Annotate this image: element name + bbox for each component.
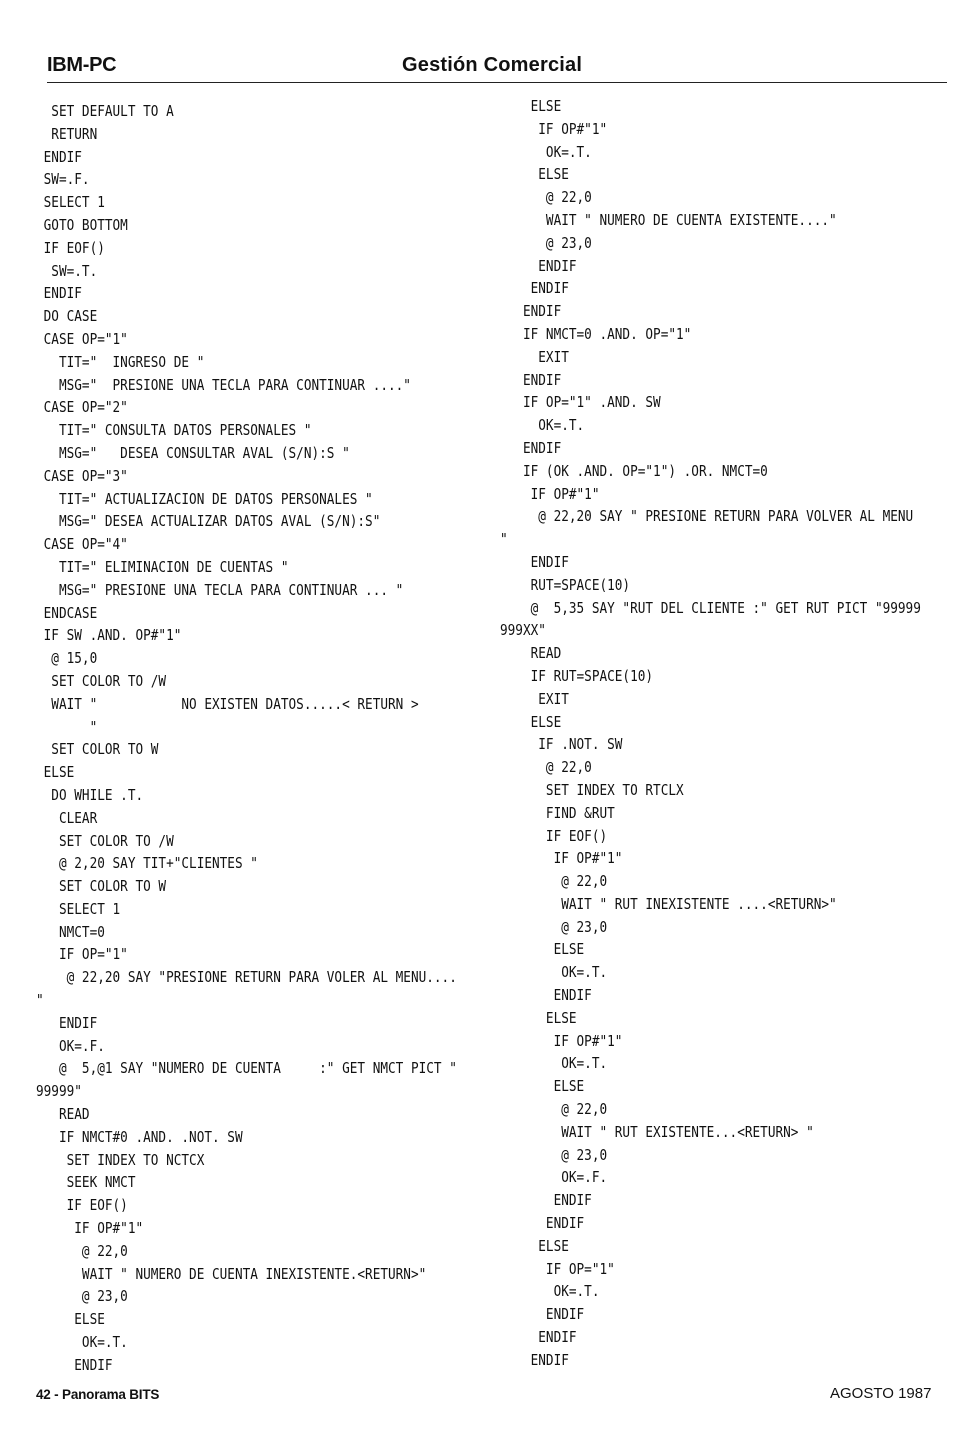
code-line: IF .NOT. SW <box>500 735 623 754</box>
code-line: ENDIF <box>500 1328 577 1347</box>
code-line: SELECT 1 <box>36 899 121 918</box>
code-line: CLEAR <box>36 808 98 827</box>
code-line: GOTO BOTTOM <box>36 215 128 234</box>
code-line: SW=.F. <box>36 170 90 189</box>
code-line: ENDIF <box>36 284 82 303</box>
code-line: ENDIF <box>500 552 569 571</box>
code-line: IF OP="1" <box>36 945 128 964</box>
code-listing-left-column <box>36 100 457 1377</box>
code-line: " <box>36 717 98 736</box>
code-line: ENDIF <box>500 438 562 457</box>
code-line: @ 23,0 <box>500 917 608 936</box>
code-line: EXIT <box>500 347 569 366</box>
code-line: @ 22,0 <box>36 1241 128 1260</box>
code-line: IF OP#"1" <box>500 484 600 503</box>
code-line: RUT=SPACE(10) <box>500 575 631 594</box>
code-line: ENDIF <box>500 279 569 298</box>
code-line: ELSE <box>36 763 75 782</box>
code-line: ELSE <box>500 97 562 115</box>
code-line: ENDIF <box>500 1191 592 1210</box>
page-header <box>47 52 947 83</box>
code-line: ENDIF <box>500 302 562 321</box>
code-line: @ 22,20 SAY "PRESIONE RETURN PARA VOLER AL MENU.... <box>36 968 457 987</box>
code-line: IF OP#"1" <box>500 849 623 868</box>
code-line: ENDIF <box>500 1214 585 1233</box>
code-line: @ 23,0 <box>500 1145 608 1164</box>
code-line: OK=.T. <box>500 1282 600 1301</box>
code-line: SET COLOR TO /W <box>36 671 167 690</box>
code-line: WAIT " NUMERO DE CUENTA INEXISTENTE.<RETURN>" <box>36 1264 427 1283</box>
code-line: @ 22,0 <box>500 758 592 777</box>
header-section-title: Gestión Comercial <box>402 54 583 76</box>
code-line: ENDIF <box>500 1305 585 1324</box>
header-platform-label: IBM-PC <box>47 54 117 76</box>
code-line: WAIT " RUT EXISTENTE...<RETURN> " <box>500 1122 814 1141</box>
code-line: RETURN <box>36 124 98 143</box>
code-line: IF RUT=SPACE(10) <box>500 666 654 685</box>
code-line: ENDIF <box>36 1013 98 1032</box>
code-line: EXIT <box>500 689 569 708</box>
code-line: SW=.T. <box>36 261 98 280</box>
code-line: IF OP="1" <box>500 1259 615 1278</box>
code-line: @ 2,20 SAY TIT+"CLIENTES " <box>36 854 258 873</box>
code-line: DO CASE <box>36 307 98 326</box>
code-line: MSG=" DESEA CONSULTAR AVAL (S/N):S " <box>36 443 350 462</box>
code-line: OK=.T. <box>500 963 608 982</box>
code-line: IF OP="1" .AND. SW <box>500 393 661 412</box>
code-line: ENDIF <box>500 370 562 389</box>
code-line: IF NMCT=0 .AND. OP="1" <box>500 324 692 343</box>
code-line: OK=.T. <box>500 1054 608 1073</box>
code-line: SET DEFAULT TO A <box>36 102 174 120</box>
code-line: ENDIF <box>500 986 592 1005</box>
code-line: ELSE <box>500 1236 569 1255</box>
code-line: ELSE <box>500 165 569 184</box>
footer-page-number: 42 - Panorama BITS <box>36 1387 160 1402</box>
code-line: SET COLOR TO /W <box>36 831 174 850</box>
code-line: DO WHILE .T. <box>36 785 144 804</box>
code-line: TIT=" ACTUALIZACION DE DATOS PERSONALES " <box>36 489 373 508</box>
code-line: @ 5,@1 SAY "NUMERO DE CUENTA :" GET NMCT PICT " <box>36 1059 457 1078</box>
code-line: @ 23,0 <box>500 233 592 252</box>
code-line: IF (OK .AND. OP="1") .OR. NMCT=0 <box>500 461 768 480</box>
code-line: ENDCASE <box>36 603 98 622</box>
code-line: SEEK NMCT <box>36 1173 136 1192</box>
code-line: WAIT " RUT INEXISTENTE ....<RETURN>" <box>500 894 837 913</box>
code-line: TIT=" CONSULTA DATOS PERSONALES " <box>36 421 312 440</box>
code-line: 99999" <box>36 1082 82 1101</box>
code-line: " <box>500 530 508 549</box>
code-line: SET INDEX TO NCTCX <box>36 1150 205 1169</box>
code-line: IF NMCT#0 .AND. .NOT. SW <box>36 1127 243 1146</box>
code-line: SELECT 1 <box>36 193 105 212</box>
code-line: MSG=" PRESIONE UNA TECLA PARA CONTINUAR ... " <box>36 580 404 599</box>
code-line: SET INDEX TO RTCLX <box>500 780 684 799</box>
code-line: CASE OP="2" <box>36 398 128 417</box>
code-line: FIND &RUT <box>500 803 615 822</box>
code-line: IF OP#"1" <box>36 1219 144 1238</box>
code-line: @ 22,0 <box>500 872 608 891</box>
code-line: NMCT=0 <box>36 922 105 941</box>
code-line: @ 22,0 <box>500 188 592 207</box>
code-line: OK=.F. <box>500 1168 608 1187</box>
code-line: WAIT " NO EXISTEN DATOS.....< RETURN > <box>36 694 419 713</box>
code-listing-right-column <box>500 95 921 1372</box>
code-line: ELSE <box>500 1008 577 1027</box>
code-line: @ 23,0 <box>36 1287 128 1306</box>
code-line: ENDIF <box>36 147 82 166</box>
code-line: TIT=" INGRESO DE " <box>36 352 205 371</box>
code-line: CASE OP="4" <box>36 535 128 554</box>
code-line: IF EOF() <box>36 1196 128 1215</box>
code-line: OK=.T. <box>500 142 592 161</box>
code-line: READ <box>500 644 562 663</box>
code-line: ELSE <box>36 1310 105 1329</box>
code-line: IF OP#"1" <box>500 119 608 138</box>
code-line: WAIT " NUMERO DE CUENTA EXISTENTE...." <box>500 210 837 229</box>
code-line: @ 22,20 SAY " PRESIONE RETURN PARA VOLVER AL MENU <box>500 507 914 526</box>
code-line: CASE OP="3" <box>36 466 128 485</box>
code-line: @ 5,35 SAY "RUT DEL CLIENTE :" GET RUT PICT "99999 <box>500 598 921 617</box>
code-line: OK=.F. <box>36 1036 105 1055</box>
code-line: ENDIF <box>500 256 577 275</box>
code-line: ELSE <box>500 712 562 731</box>
code-line: MSG=" DESEA ACTUALIZAR DATOS AVAL (S/N):S" <box>36 512 381 531</box>
code-line: 999XX" <box>500 621 546 640</box>
code-line: ELSE <box>500 940 585 959</box>
code-line: OK=.T. <box>500 416 585 435</box>
code-line: ENDIF <box>500 1350 569 1369</box>
code-line: IF OP#"1" <box>500 1031 623 1050</box>
code-line: ENDIF <box>36 1355 113 1374</box>
code-line: IF EOF() <box>36 238 105 257</box>
code-line: IF EOF() <box>500 826 608 845</box>
code-line: CASE OP="1" <box>36 329 128 348</box>
code-line: ELSE <box>500 1077 585 1096</box>
code-line: READ <box>36 1105 90 1124</box>
code-line: " <box>36 991 44 1010</box>
footer-issue-date: AGOSTO 1987 <box>830 1385 932 1402</box>
code-line: @ 15,0 <box>36 649 98 668</box>
code-line: SET COLOR TO W <box>36 877 167 896</box>
code-line: SET COLOR TO W <box>36 740 159 759</box>
code-line: MSG=" PRESIONE UNA TECLA PARA CONTINUAR ...." <box>36 375 411 394</box>
code-line: IF SW .AND. OP#"1" <box>36 626 182 645</box>
code-line: @ 22,0 <box>500 1100 608 1119</box>
code-line: OK=.T. <box>36 1333 128 1352</box>
code-line: TIT=" ELIMINACION DE CUENTAS " <box>36 557 289 576</box>
